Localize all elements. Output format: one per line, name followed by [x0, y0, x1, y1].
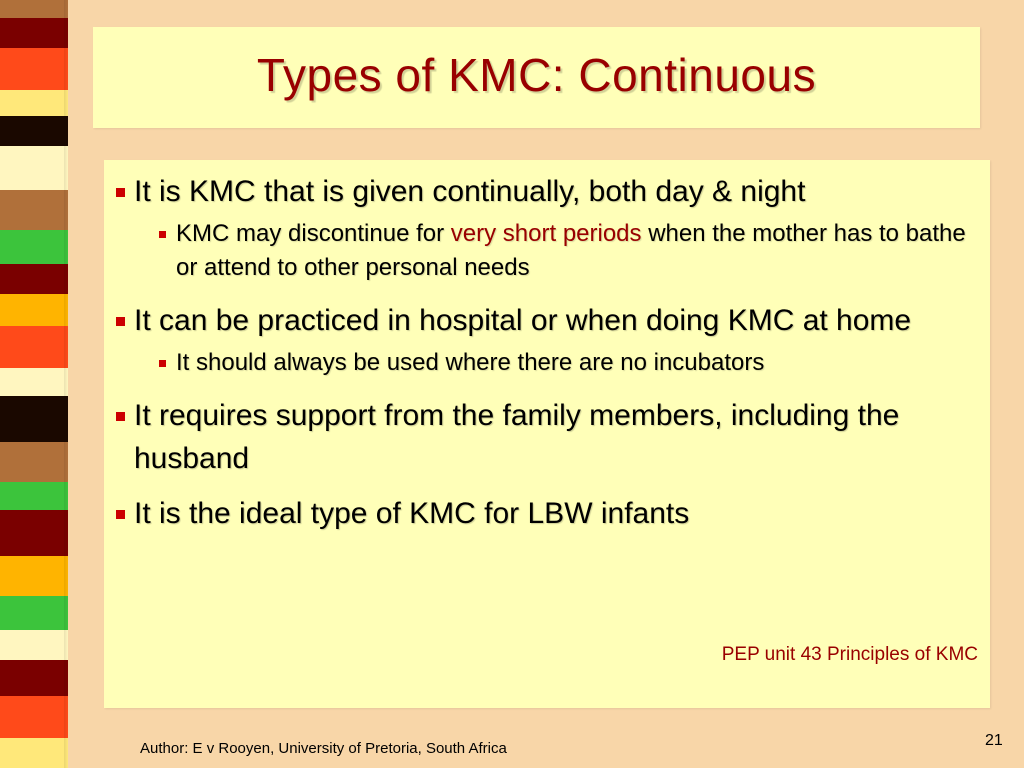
sub-bullet-square-icon — [159, 360, 166, 367]
stripe — [0, 230, 68, 264]
stripe — [0, 630, 68, 660]
bullet-text: It is KMC that is given continually, both day & night — [134, 175, 806, 208]
stripe — [0, 90, 68, 116]
stripe — [0, 556, 68, 596]
sub-bullet-item — [104, 346, 990, 380]
bullet-list — [104, 170, 990, 535]
bullet-text: It can be practiced in hospital or when doing KMC at home — [134, 304, 912, 337]
stripe — [0, 146, 68, 190]
sub-bullet-text: It should always be used where there are no incubators — [176, 349, 765, 376]
stripe — [0, 442, 68, 482]
bullet-item — [104, 492, 990, 535]
bullet-square-icon — [116, 188, 125, 197]
sub-bullet-text: when the mother has to bathe or attend to other personal needs — [176, 220, 966, 281]
stripe — [0, 190, 68, 230]
page-number: 21 — [985, 732, 1003, 749]
bullet-text: It is the ideal type of KMC for LBW infants — [134, 497, 690, 530]
stripe — [0, 116, 68, 146]
bullet-square-icon — [116, 412, 125, 421]
decorative-stripe-bar — [0, 0, 68, 768]
stripe — [0, 18, 68, 48]
stripe — [0, 294, 68, 326]
stripe — [0, 738, 68, 768]
content-panel — [104, 160, 990, 708]
bullet-item — [104, 170, 990, 213]
bullet-item — [104, 299, 990, 342]
stripe — [0, 48, 68, 90]
stripe — [0, 596, 68, 630]
stripe-shadow — [64, 0, 68, 768]
slide-title: Types of KMC: Continuous — [256, 48, 817, 101]
bullet-square-icon — [116, 317, 125, 326]
bullet-item — [104, 394, 990, 480]
stripe — [0, 660, 68, 696]
bullet-text: It requires support from the family members, including the husband — [134, 399, 900, 475]
stripe — [0, 264, 68, 294]
title-panel — [93, 27, 980, 128]
stripe — [0, 396, 68, 442]
stripe — [0, 510, 68, 556]
unit-label: PEP unit 43 Principles of KMC — [721, 644, 978, 665]
footer-author: Author: E v Rooyen, University of Pretoria, South Africa — [140, 740, 507, 757]
sub-bullet-item — [104, 217, 990, 285]
stripe — [0, 0, 68, 18]
sub-bullet-text: KMC may discontinue for — [176, 220, 451, 247]
stripe — [0, 696, 68, 738]
bullet-square-icon — [116, 510, 125, 519]
sub-bullet-square-icon — [159, 231, 166, 238]
stripe — [0, 482, 68, 510]
stripe — [0, 368, 68, 396]
stripe — [0, 326, 68, 368]
highlighted-text: very short periods — [450, 220, 642, 247]
